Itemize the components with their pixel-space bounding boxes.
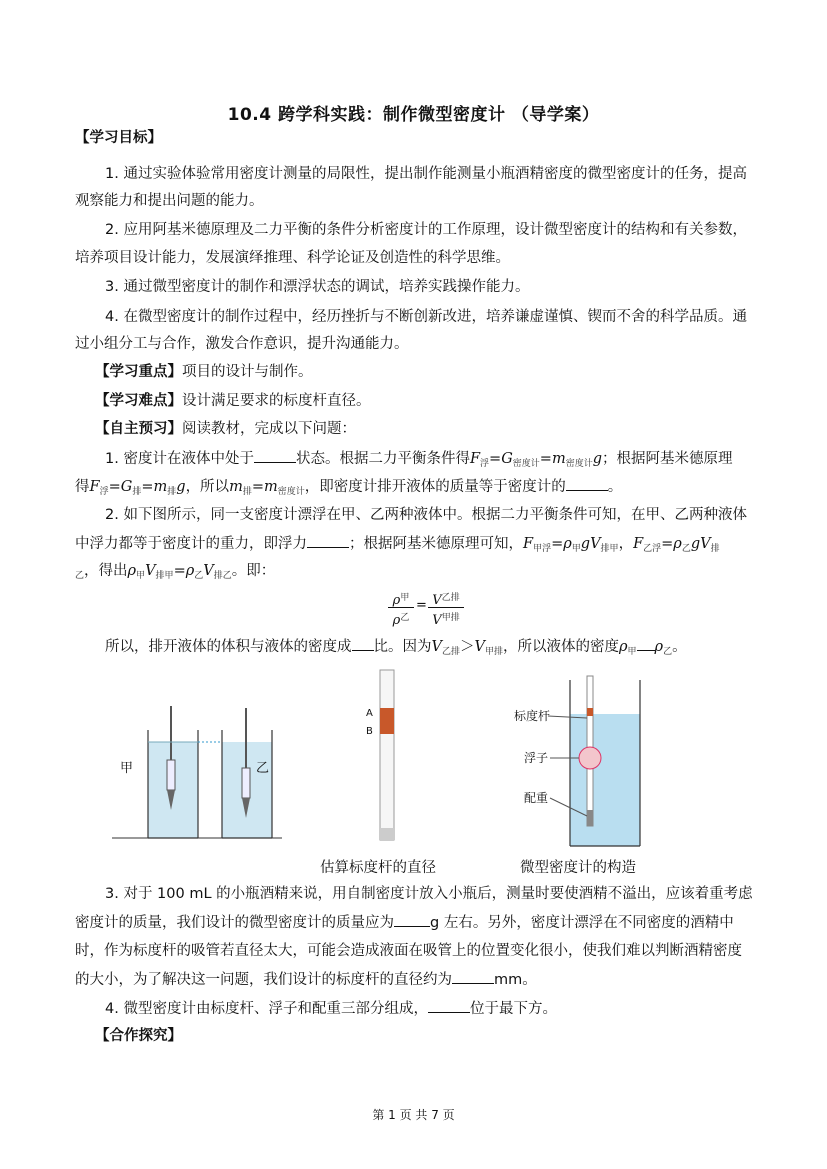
straw-label-b: B <box>366 726 373 737</box>
jia-label: 甲 <box>120 761 134 776</box>
blank-1[interactable] <box>254 448 296 463</box>
goals-heading: 【学习目标】 <box>75 130 162 146</box>
rod-label: 标度杆 <box>514 709 551 723</box>
straw-figure <box>360 668 420 846</box>
question-3c: 时，作为标度杆的吸管若直径太大，可能会造成液面在吸管上的位置变化很小，使我们难以判断酒精密度 <box>75 943 742 959</box>
caption-straw: 估算标度杆的直径 <box>320 860 436 876</box>
goal-4b: 过小组分工与合作，激发合作意识，提升沟通能力。 <box>75 336 409 352</box>
goal-1a: 1. 通过实验体验常用密度计测量的局限性，提出制作能测量小瓶酒精密度的微型密度计的任务，提高 <box>105 166 747 182</box>
question-1b: 得$F_浮=G_排=m_排g$，所以$m_排=m_{密度计}$，即密度计排开液体的质量等于密度计的 。 <box>75 476 755 502</box>
goal-3: 3. 通过微型密度计的制作和漂浮状态的调试，培养实践操作能力。 <box>105 279 530 295</box>
question-2a: 2. 如下图所示，同一支密度计漂浮在甲、乙两种液体中。根据二力平衡条件可知，在甲、乙两种液体 <box>105 507 747 523</box>
page-footer: 第 1 页 共 7 页 <box>372 1108 455 1122</box>
question-2c: $_乙$，得出$\rho_甲V_{排甲}=\rho_乙V_{排乙}$。即： <box>75 563 276 581</box>
question-2d: 所以，排开液体的体积与液体的密度成 比。因为$V_{乙排}>V_{甲排}$，所以液体的密度$\rho_甲$ $\rho_乙$。 <box>105 636 785 662</box>
ratio-formula: $\rho^甲$ $\rho^乙$ = $V^{乙排}$ $V^{甲排}$ <box>388 588 478 628</box>
goal-2a: 2. 应用阿基米德原理及二力平衡的条件分析密度计的工作原理，设计微型密度计的结构和有关参数， <box>105 222 747 238</box>
blank-5[interactable] <box>637 636 655 651</box>
straw-label-a: A <box>366 708 373 719</box>
blank-7[interactable] <box>452 969 494 984</box>
question-2b: 中浮力都等于密度计的重力，即浮力 ；根据阿基米德原理可知，$F_{甲浮}=\rho_甲gV_{排甲}$，$F_{乙浮}=\rho_乙gV_排$ <box>75 533 755 559</box>
weight-label: 配重 <box>524 791 549 805</box>
blank-3[interactable] <box>307 533 349 548</box>
difficult-point: 【学习难点】设计满足要求的标度杆直径。 <box>95 393 371 409</box>
question-4: 4. 微型密度计由标度杆、浮子和配重三部分组成， 位于最下方。 <box>105 998 785 1019</box>
blank-8[interactable] <box>428 998 470 1013</box>
preview-heading: 【自主预习】阅读教材，完成以下问题： <box>95 421 356 437</box>
blank-2[interactable] <box>566 476 608 491</box>
hydrometer-comparison-figure <box>112 700 282 842</box>
question-3d: 的大小，为了解决这一问题，我们设计的标度杆的直径约为 mm。 <box>75 969 755 990</box>
key-point: 【学习重点】项目的设计与制作。 <box>95 364 313 380</box>
blank-6[interactable] <box>394 912 430 927</box>
question-3b: 密度计的质量，我们设计的微型密度计的质量应为 g 左右。另外，密度计漂浮在不同密度的酒精中 <box>75 912 755 933</box>
goal-1b: 观察能力和提出问题的能力。 <box>75 193 264 209</box>
goal-2b: 培养项目设计能力，发展演绎推理、科学论证及创造性的科学思维。 <box>75 250 510 266</box>
blank-4[interactable] <box>352 636 374 651</box>
question-1a: 1. 密度计在液体中处于 状态。根据二力平衡条件得$F_浮=G_{密度计}=m_{密度计}g$；根据阿基米德原理 <box>105 448 785 474</box>
question-3a: 3. 对于 100 mL 的小瓶酒精来说，用自制密度计放入小瓶后，测量时要使酒精不溢出，应该着重考虑 <box>105 886 753 902</box>
goal-4a: 4. 在微型密度计的制作过程中，经历挫折与不断创新改进，培养谦虚谨慎、锲而不舍的科学品质。通 <box>105 309 747 325</box>
float-label: 浮子 <box>524 751 549 765</box>
page-title: 10.4 跨学科实践：制作微型密度计 （导学案） <box>227 105 600 125</box>
cooperation-heading: 【合作探究】 <box>95 1028 182 1044</box>
micro-hydrometer-figure <box>510 670 660 850</box>
yi-label: 乙 <box>256 761 270 776</box>
caption-structure: 微型密度计的构造 <box>520 860 636 876</box>
